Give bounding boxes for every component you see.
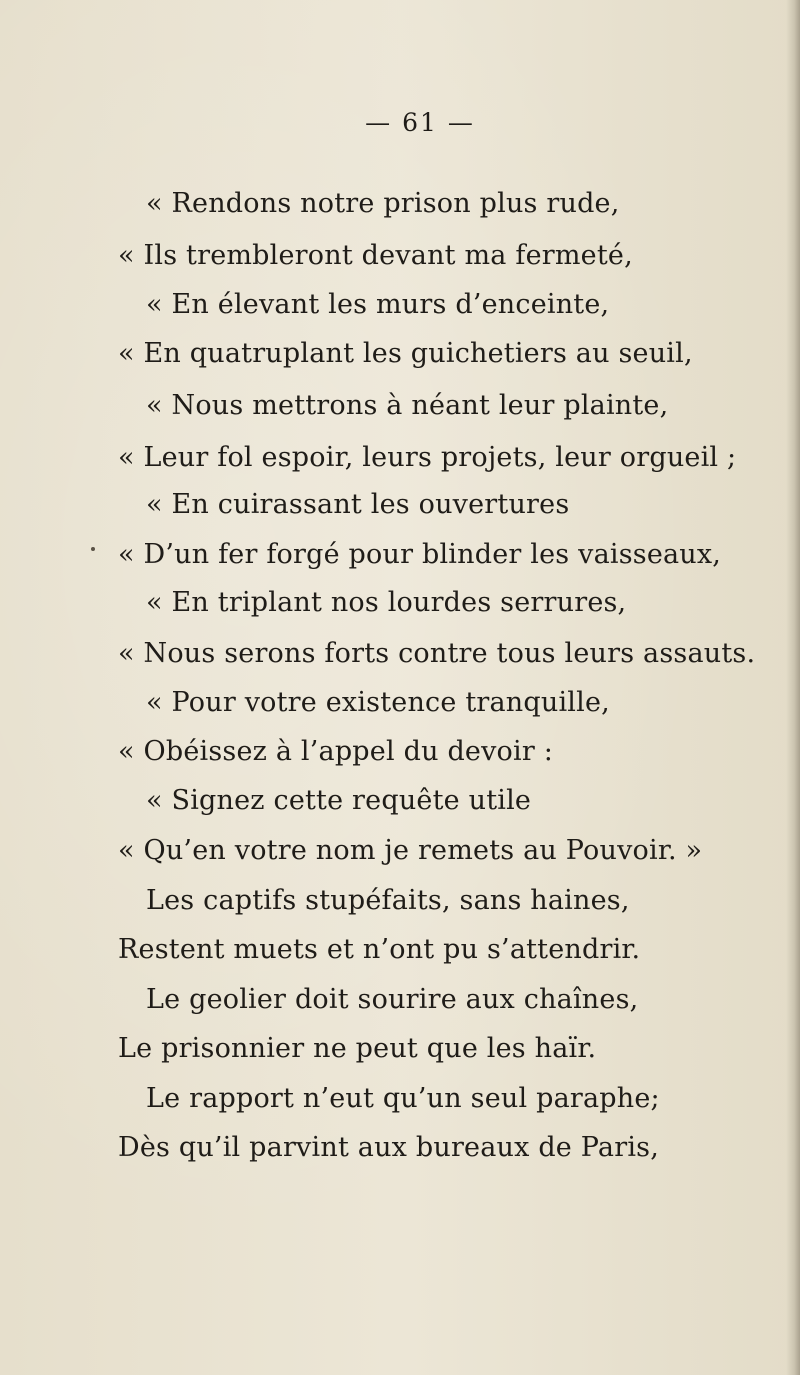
verse-line-14: « Qu’en votre nom je remets au Pouvoir. » [118,835,703,866]
verse-line-20: Dès qu’il parvint aux bureaux de Paris, [118,1132,659,1163]
page-edge-shadow [786,0,800,1375]
verse-line-18: Le prisonnier ne peut que les haïr. [118,1033,597,1064]
verse-line-12: « Obéissez à l’appel du devoir : [118,736,554,767]
verse-line-8: « D’un fer forgé pour blinder les vaisseaux, [118,539,722,570]
verse-line-5: « Nous mettrons à néant leur plainte, [146,390,669,421]
verse-line-6: « Leur fol espoir, leurs projets, leur orgueil ; [118,442,737,473]
verse-line-1: « Rendons notre prison plus rude, [146,188,620,219]
margin-speck [91,547,95,551]
verse-line-17: Le geolier doit sourire aux chaînes, [146,984,639,1015]
verse-line-10: « Nous serons forts contre tous leurs assauts. [118,638,756,669]
verse-line-9: « En triplant nos lourdes serrures, [146,587,627,618]
verse-line-11: « Pour votre existence tranquille, [146,687,610,718]
verse-line-15: Les captifs stupéfaits, sans haines, [146,885,630,916]
verse-line-13: « Signez cette requête utile [146,785,532,816]
verse-line-7: « En cuirassant les ouvertures [146,489,570,520]
page-number: — 61 — [365,108,475,137]
verse-line-4: « En quatruplant les guichetiers au seuil, [118,338,693,369]
verse-line-2: « Ils trembleront devant ma fermeté, [118,240,633,271]
verse-line-19: Le rapport n’eut qu’un seul paraphe; [146,1083,660,1114]
verse-line-16: Restent muets et n’ont pu s’attendrir. [118,934,641,965]
verse-line-3: « En élevant les murs d’enceinte, [146,289,610,320]
